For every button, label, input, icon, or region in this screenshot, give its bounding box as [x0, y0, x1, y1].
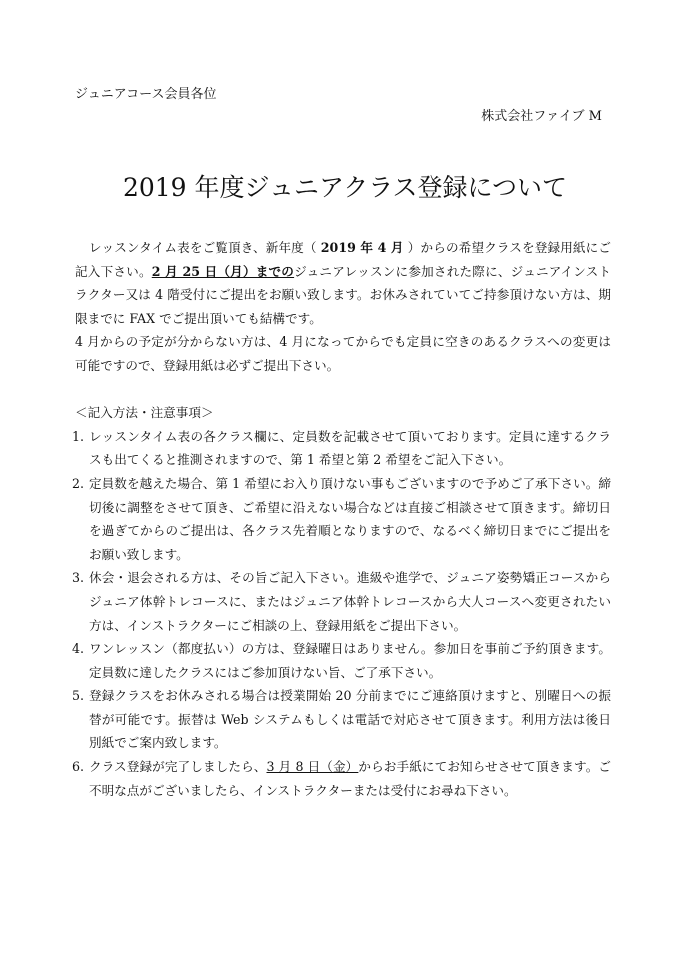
item-number: 6.	[72, 759, 85, 775]
intro-paragraph-1	[75, 236, 611, 330]
submission-deadline: 2 月 25 日（月）までの	[151, 263, 295, 279]
notes-heading: ＜記入方法・注意事項＞	[75, 405, 214, 421]
document-body	[72, 236, 612, 802]
intro-text: ジュニアレッスンに参加された際に、ジュニアインストラクター又は 4 階受付にご提出をお願い致します。お休みされていてご持参頂けない方は、期限までに FAX でご提出頂いても結構です。	[75, 263, 612, 326]
notes-list	[72, 425, 611, 803]
sender-company: 株式会社ファイブ M	[481, 109, 602, 124]
list-item	[72, 755, 611, 802]
list-item	[72, 425, 611, 472]
item-text: ワンレッスン（都度払い）の方は、登録曜日はありません。参加日を事前ご予約頂きます。定員数に達したクラスにはご参加頂けない旨、ご了承下さい。	[89, 641, 611, 680]
item-text: からお手紙にてお知らせさせて頂きます。ご不明な点がございましたら、インストラクターまたは受付にお尋ね下さい。	[89, 759, 611, 798]
document-title: 2019 年度ジュニアクラス登録について	[122, 173, 568, 202]
item-number: 3.	[72, 570, 85, 586]
list-item	[72, 566, 611, 637]
list-item	[72, 637, 611, 684]
notification-date: 3 月 8 日（金）	[266, 759, 359, 775]
addressee: ジュニアコース会員各位	[75, 87, 217, 102]
list-item	[72, 472, 611, 566]
intro-text: ）からの希望クラスを登録用紙にご記入下さい。	[75, 240, 611, 279]
item-text: 定員数を越えた場合、第 1 希望にお入り頂けない事もございますので予めご了承下さい。締切後に調整をさせて頂き、ご希望に沿えない場合などは直接ご相談させて頂きます。締切日を過ぎてからのご提出は、各クラス先着順となりますので、なるべく締切日までにご提出をお願い致します。	[89, 475, 611, 562]
item-text: 登録クラスをお休みされる場合は授業開始 20 分前までにご連絡頂けますと、別曜日への振替が可能です。振替は Web システムもしくは電話で対応させて頂きます。利用方法は後日別紙でご案内致します。	[89, 688, 611, 751]
item-text: クラス登録が完了しましたら、	[89, 759, 267, 775]
item-text: レッスンタイム表の各クラス欄に、定員数を記載させて頂いております。定員に達するクラスも出てくると推測されますので、第 1 希望と第 2 希望をご記入下さい。	[89, 428, 611, 468]
item-text: 休会・退会される方は、その旨ご記入下さい。進級や進学で、ジュニア姿勢矯正コースからジュニア体幹トレコースに、またはジュニア体幹トレコースから大人コースへ変更されたい方は、インストラクターにご相談の上、登録用紙をご提出下さい。	[89, 570, 611, 633]
new-year-date: 2019 年 4 月	[320, 240, 404, 255]
intro-paragraph-2: 4 月からの予定が分からない方は、4 月になってからでも定員に空きのあるクラスへの変更は可能ですので、登録用紙は必ずご提出下さい。	[75, 334, 611, 373]
item-number: 5.	[72, 688, 85, 704]
spacer	[75, 378, 611, 402]
item-number: 4.	[72, 641, 85, 657]
item-number: 1.	[72, 428, 85, 444]
list-item	[72, 684, 611, 755]
item-number: 2.	[72, 475, 85, 491]
intro-text: レッスンタイム表をご覧頂き、新年度（	[88, 240, 321, 255]
